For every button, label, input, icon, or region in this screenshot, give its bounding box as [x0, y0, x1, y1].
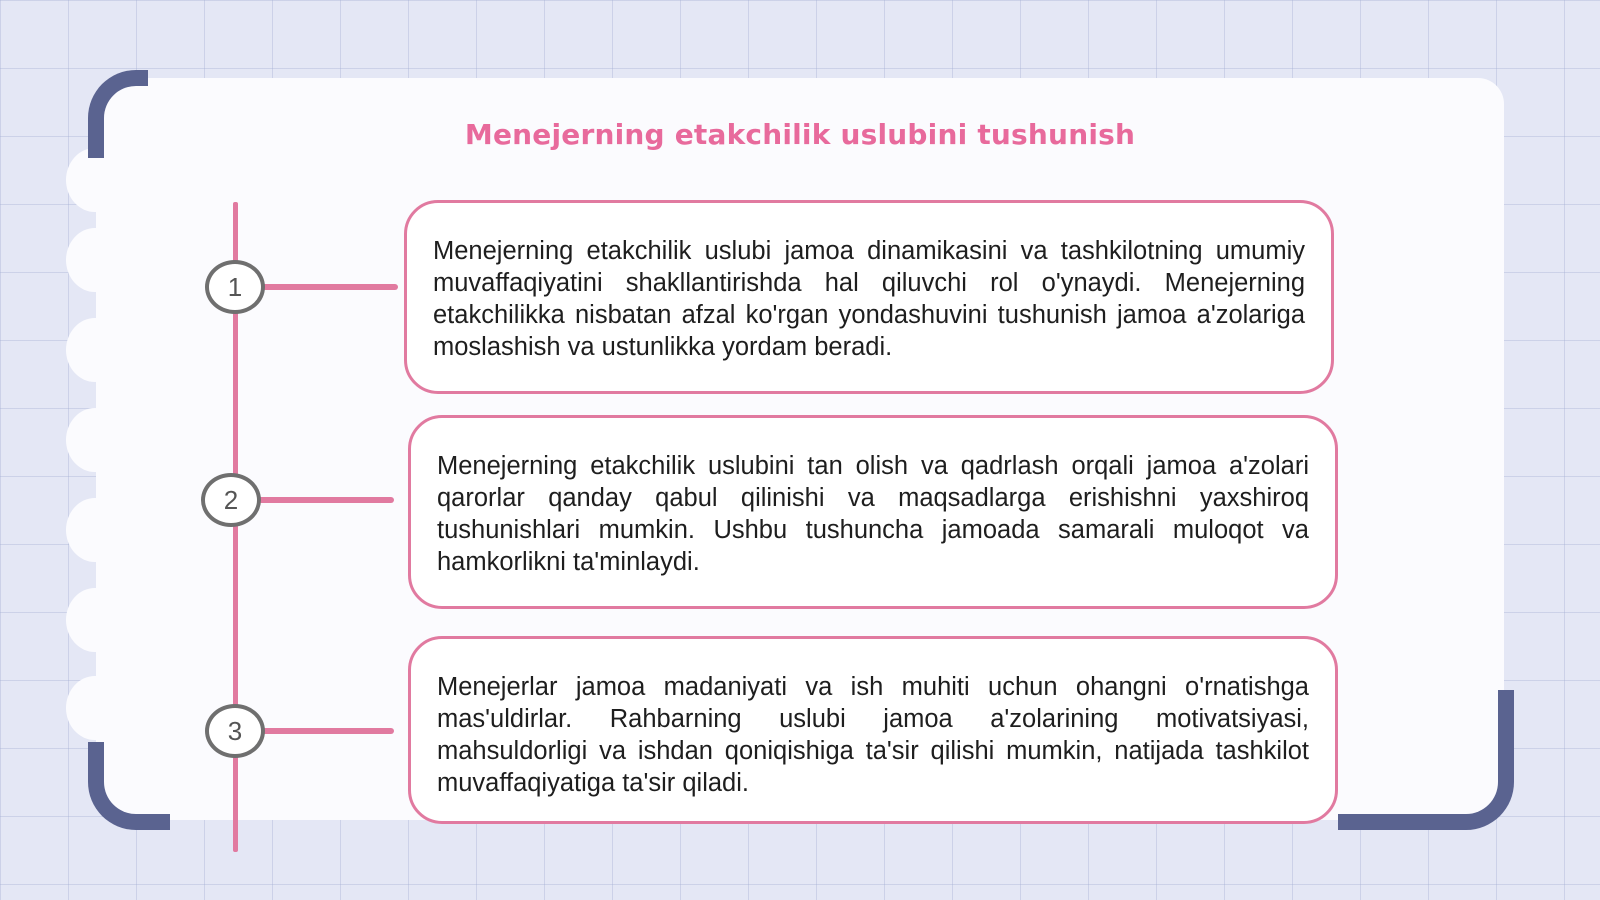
timeline-connector	[262, 284, 398, 290]
scallop-edge	[66, 588, 124, 652]
step-text: Menejerning etakchilik uslubi jamoa dinamikasini va tashkilotning umumiy muvaffaqiyatini shakllantirishda hal qiluvchi rol o'ynaydi. Menejerning etakchilikka nisbatan afzal ko'rgan yondashuvini tushunish jamoa a'zolariga moslashish va ustunlikka yordam beradi.	[433, 237, 1305, 361]
timeline-connector	[262, 728, 394, 734]
corner-bracket-bottom-right	[1338, 690, 1514, 830]
timeline-connector	[258, 497, 394, 503]
scallop-edge	[66, 318, 124, 382]
step-marker: 2	[201, 473, 261, 527]
step-card	[408, 415, 1338, 609]
step-card	[404, 200, 1334, 394]
step-text: Menejerlar jamoa madaniyati va ish muhiti uchun ohangni o'rnatishga mas'uldirlar. Rahbarning uslubi jamoa a'zolarining motivatsiyasi, mahsuldorligi va ishdan qoniqishiga ta'sir qilishi mumkin, natijada tashkilot muvaffaqiyatiga ta'sir qiladi.	[437, 673, 1309, 797]
step-text: Menejerning etakchilik uslubini tan olish va qadrlash orqali jamoa a'zolari qarorlar qanday qabul qilinishi va maqsadlarga erishishni yaxshiroq tushunishlari mumkin. Ushbu tushuncha jamoada samarali muloqot va hamkorlikni ta'minlaydi.	[437, 452, 1309, 576]
step-marker: 1	[205, 260, 265, 314]
scallop-edge	[66, 408, 124, 472]
step-card	[408, 636, 1338, 824]
scallop-edge	[66, 228, 124, 292]
corner-bracket-bottom-left	[88, 742, 170, 830]
scallop-edge	[66, 498, 124, 562]
slide-title: Menejerning etakchilik uslubini tushunish	[464, 118, 1136, 151]
corner-bracket-top-left	[88, 70, 148, 158]
step-marker: 3	[205, 704, 265, 758]
scallop-edge	[66, 676, 124, 740]
